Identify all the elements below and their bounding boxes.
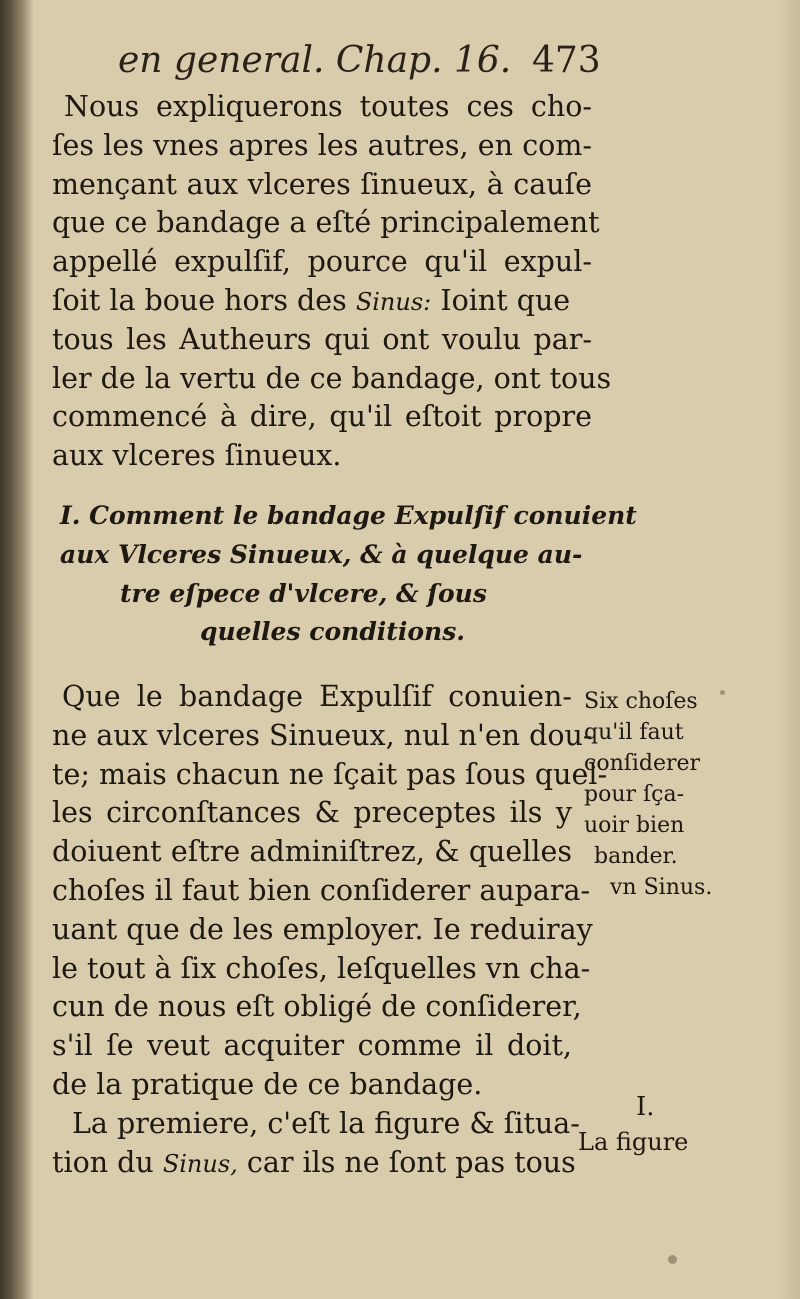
text-line: ſes les vnes apres les autres, en com- [52,128,592,162]
marginal-line: pour ſça- [584,782,685,807]
text-line: Que le bandage Expulſif conuien- [62,680,572,713]
marginal-line: qu'il faut [584,720,684,745]
heading-line: tre eſpece d'vlcere, & ſous [120,578,487,608]
text-span: tion du [52,1145,154,1179]
text-span: Ioint que [440,283,571,317]
paragraph-1 [52,88,612,476]
italic-term-sinus: Sinus: [355,287,432,316]
heading-line: I. Comment le bandage Expulſif conuient [60,501,637,530]
page-number: 473 [532,40,601,81]
text-line [52,282,592,321]
text-line: ler de la vertu de ce bandage, ont tous [52,361,612,395]
text-line: les circonſtances & preceptes ils y [52,796,572,830]
marginal-line: uoir bien [584,813,685,838]
ink-spot [720,690,725,695]
text-line: tous les Autheurs qui ont voulu par- [52,322,592,356]
marginal-note [584,686,734,903]
text-line: que ce bandage a eſté principalement [52,206,600,240]
text-span: ſoit la boue hors des [52,283,347,317]
page-gutter-shadow [0,0,34,1299]
text-line: appellé expulſif, pource qu'il expul- [52,245,592,279]
text-line [52,1144,576,1183]
marginal-line: conſiderer [584,751,701,776]
text-line: choſes il faut bien conſiderer aupara- [52,873,591,907]
text-line: aux vlceres ſinueux. [52,439,342,473]
paragraph-2 [52,678,608,1182]
text-line: mençant aux vlceres ſinueux, à cauſe [52,167,592,201]
text-line: de la pratique de ce bandage. [52,1067,483,1101]
text-line: Nous expliquerons toutes ces cho- [64,90,592,123]
text-line: doiuent eſtre adminiſtrez, & quelles [52,835,572,869]
section-heading [60,496,637,651]
page-edge [778,0,800,1299]
marginal-line: vn Sinus. [610,875,713,900]
italic-term-sinus: Sinus, [162,1149,238,1178]
text-line: cun de nous eſt obligé de conſiderer, [52,990,582,1024]
text-line: ne aux vlceres Sinueux, nul n'en dou- [52,718,593,752]
marginal-item-label: La figure [578,1128,689,1156]
text-line: le tout à ſix choſes, leſquelles vn cha- [52,951,591,985]
running-title: en general. Chap. 16. [118,40,512,81]
text-line: s'il ſe veut acquiter comme il doit, [52,1029,572,1063]
heading-line: aux Vlceres Sinueux, & à quelque au- [60,539,583,569]
marginal-item-number: I. [636,1092,655,1122]
text-line: La premiere, c'eſt la figure & ſitua- [72,1106,580,1140]
marginal-line: bander. [594,844,678,869]
text-line: uant que de les employer. Ie reduiray [52,912,593,946]
text-span: car ils ne ſont pas tous [246,1145,576,1179]
marginal-line: Six choſes [584,689,698,714]
heading-line: quelles conditions. [200,617,465,647]
page-header [118,40,601,90]
text-line: commencé à dire, qu'il eſtoit propre [52,400,592,434]
ink-spot [668,1255,677,1264]
text-line: te; mais chacun ne ſçait pas ſous quel- [52,757,608,791]
